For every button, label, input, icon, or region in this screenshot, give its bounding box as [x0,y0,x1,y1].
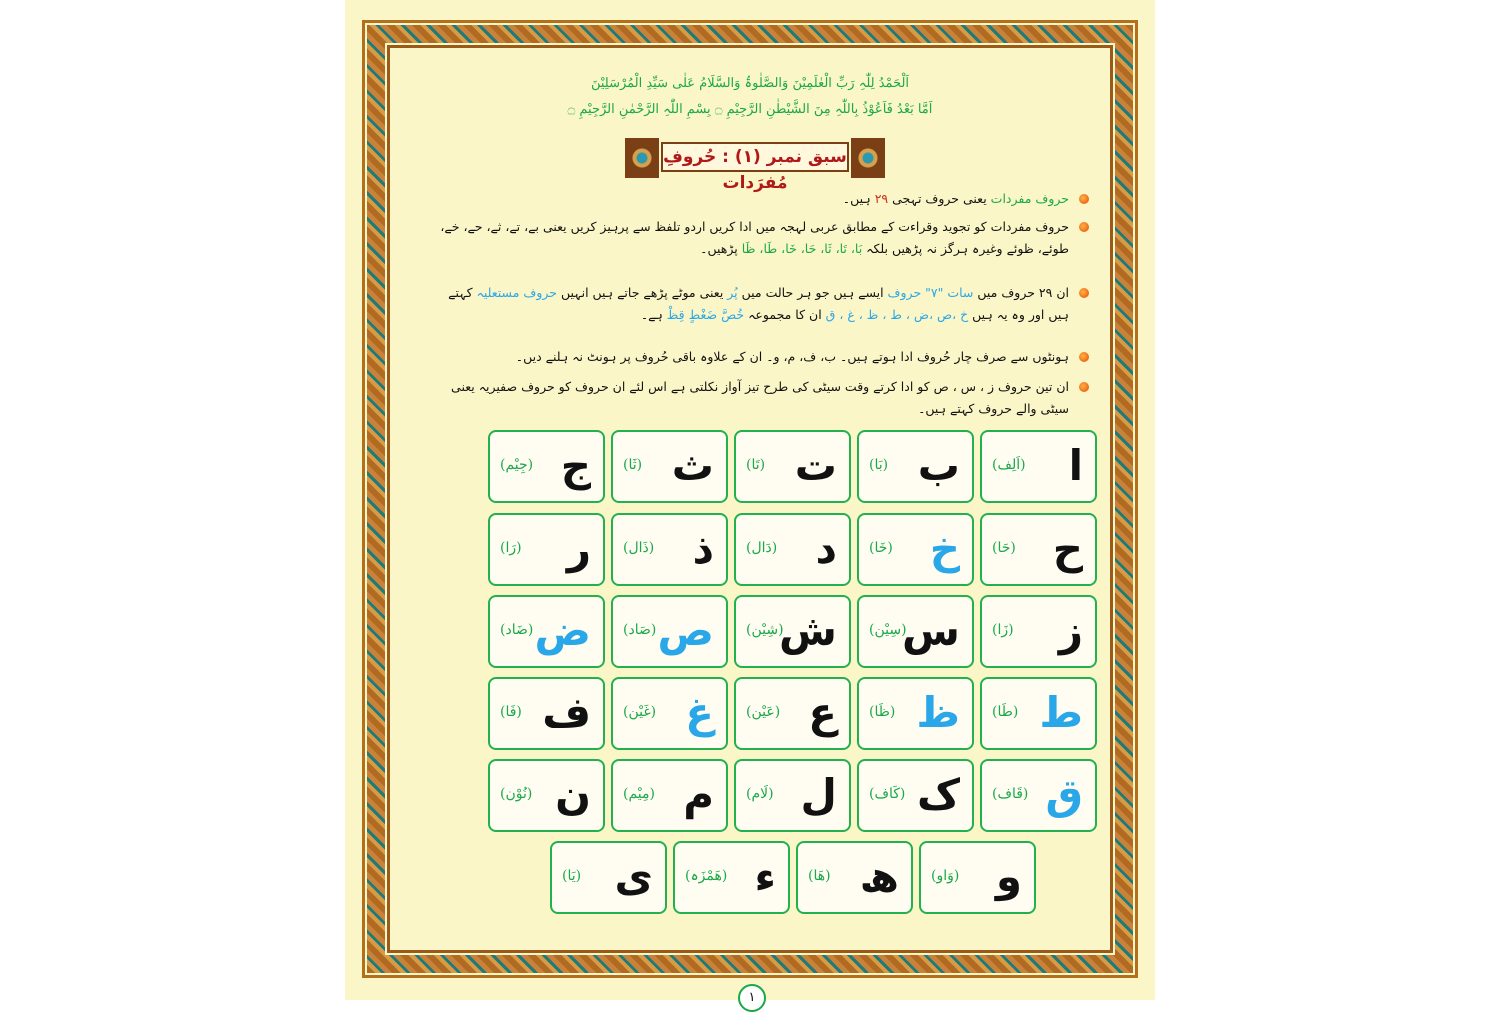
letter-glyph: م [683,770,714,819]
ornament-icon [851,138,885,178]
letter-name: (جِیْم) [500,457,534,473]
letter-card [734,759,851,832]
letter-card [980,759,1097,832]
letter-glyph: ف [542,688,591,737]
page-content [393,50,1107,1005]
letter-glyph: ھ [859,852,899,901]
letter-glyph: د [815,524,837,573]
bullet-icon [1079,222,1089,232]
letter-name: (مِیْم) [623,786,655,802]
letter-glyph: ث [671,441,714,490]
bullet-icon [1079,288,1089,298]
header-dua-line-2: اَمَّا بَعْدُ فَاَعُوْذُ بِاللّٰہِ مِنَ الشَّیْطٰنِ الرَّجِیْمِ ۝ بِسْمِ اللّٰہِ الرَّحْمٰنِ الرَّجِیْمِ ۝ [567,102,933,117]
letter-name: (طَا) [992,704,1019,720]
header-dua-line-1: اَلْحَمْدُ لِلّٰہِ رَبِّ الْعٰلَمِیْنَ وَالصَّلٰوۃُ وَالسَّلَامُ عَلٰی سَیِّدِ الْمُرْسَلِیْنَ [590,76,910,91]
letter-card [857,677,974,750]
lesson-note: ان تین حروف ز ، س ، ص کو ادا کرتے وقت سیٹی کی طرح تیز آواز نکلتی ہے اس لئے ان حروف کو حروف صفیریہ یعنی سیٹی والے حروف کہتے ہیں۔ [451,379,1069,416]
letter-name: (دَال) [746,540,778,556]
letter-name: (یَا) [562,868,582,884]
letter-name: (صَاد) [623,622,657,638]
letter-name: (شِیْن) [746,622,784,638]
letter-glyph: ا [1068,441,1083,490]
letter-glyph: ق [1045,770,1083,819]
letter-card [980,595,1097,668]
lesson-note: حروف مفردات کو تجوید وقراءت کے مطابق عربی لہجہ میں ادا کریں اردو تلفظ سے پرہیز کریں یعنی بے، تے، ثے، حے، خے، طوئے، ظوئے وغیرہ ہرگز نہ پڑھیں بلکہ بَا، تَا، ثَا، حَا، خَا، طَا، ظَا پڑھیں۔ [440,219,1069,256]
letter-glyph: ن [555,770,591,819]
letter-glyph: غ [685,688,714,737]
letter-card [734,513,851,586]
letter-card [919,841,1036,914]
lesson-note: حروف مفردات یعنی حروف تہجی ۲۹ ہیں۔ [842,191,1069,206]
bullet-icon [1079,382,1089,392]
letter-name: (ظَا) [869,704,896,720]
letter-name: (سِیْن) [869,622,907,638]
bullet-icon [1079,352,1089,362]
ornament-icon [625,138,659,178]
letter-card [611,513,728,586]
letter-card [734,595,851,668]
letter-name: (ذَال) [623,540,655,556]
letter-glyph: ص [657,606,714,655]
letter-name: (ضَاد) [500,622,534,638]
letter-glyph: ء [754,852,776,901]
letter-glyph: ح [1052,524,1083,573]
letter-name: (وَاو) [931,868,960,884]
bullet-icon [1079,194,1089,204]
letter-card [857,595,974,668]
letter-card [550,841,667,914]
letter-glyph: س [902,606,960,655]
lesson-note: ہونٹوں سے صرف چار حُروف ادا ہوتے ہیں۔ ب، ف، م، و۔ ان کے علاوہ باقی حُروف پر ہونٹ نہ ہلنے دیں۔ [515,349,1069,364]
letter-glyph: ت [794,441,837,490]
letter-name: (عَیْن) [746,704,781,720]
letter-name: (غَیْن) [623,704,657,720]
lesson-title: سبق نمبر (۱) : حُروفِ مُفرَدات [661,142,849,172]
letter-card [734,677,851,750]
letter-card [857,513,974,586]
letter-glyph: ذ [692,524,714,573]
letter-name: (رَا) [500,540,522,556]
letter-name: (ھَا) [808,868,831,884]
letter-glyph: ط [1039,688,1083,737]
letter-name: (اَلِف) [992,457,1026,473]
letter-glyph: و [995,852,1022,901]
letter-card [611,430,728,503]
letter-card [857,430,974,503]
letter-card [857,759,974,832]
letter-glyph: ض [534,606,591,655]
letter-name: (نُوْن) [500,786,533,802]
letter-card [734,430,851,503]
letter-name: (زَا) [992,622,1014,638]
letter-glyph: خ [929,524,960,573]
letter-name: (فَا) [500,704,522,720]
letter-name: (ثَا) [623,457,643,473]
letter-card [980,677,1097,750]
lesson-note: ان ۲۹ حروف میں سات "۷" حروف ایسے ہیں جو ہر حالت میں پُر یعنی موٹے پڑھے جاتے ہیں انہیں حروف مستعلیہ کہتے ہیں اور وہ یہ ہیں خ ،ص ،ض ، ط ، ظ ، غ ، ق ان کا مجموعہ خُصَّ ضَغْطٍ قِظْ ہے۔ [448,285,1069,322]
letter-glyph: ل [800,770,837,819]
letter-name: (حَا) [992,540,1016,556]
letter-name: (تَا) [746,457,766,473]
letter-card [611,759,728,832]
letter-glyph: ظ [916,688,960,737]
letter-glyph: ک [916,770,960,819]
letter-name: (خَا) [869,540,893,556]
letter-glyph: ج [560,441,591,490]
letter-card [980,513,1097,586]
letter-name: (ھَمْزَہ) [685,868,728,884]
letter-card [796,841,913,914]
letter-card [488,677,605,750]
letter-card [488,595,605,668]
letter-name: (قَاف) [992,786,1029,802]
letter-card [611,595,728,668]
letter-card [673,841,790,914]
letter-card [611,677,728,750]
letter-card [980,430,1097,503]
letter-card [488,513,605,586]
letter-card [488,759,605,832]
letter-glyph: ر [566,524,591,573]
letter-glyph: ز [1058,606,1083,655]
letter-name: (کَاف) [869,786,906,802]
letter-glyph: ب [917,441,960,490]
letter-glyph: ع [808,688,837,737]
letter-card [488,430,605,503]
letter-glyph: ش [779,606,837,655]
letter-name: (لَام) [746,786,774,802]
book-page [345,0,1155,1005]
page-number: ۱ [738,984,766,1012]
lesson-title-banner [625,138,885,193]
letter-name: (بَا) [869,457,889,473]
letter-glyph: ی [614,852,653,901]
